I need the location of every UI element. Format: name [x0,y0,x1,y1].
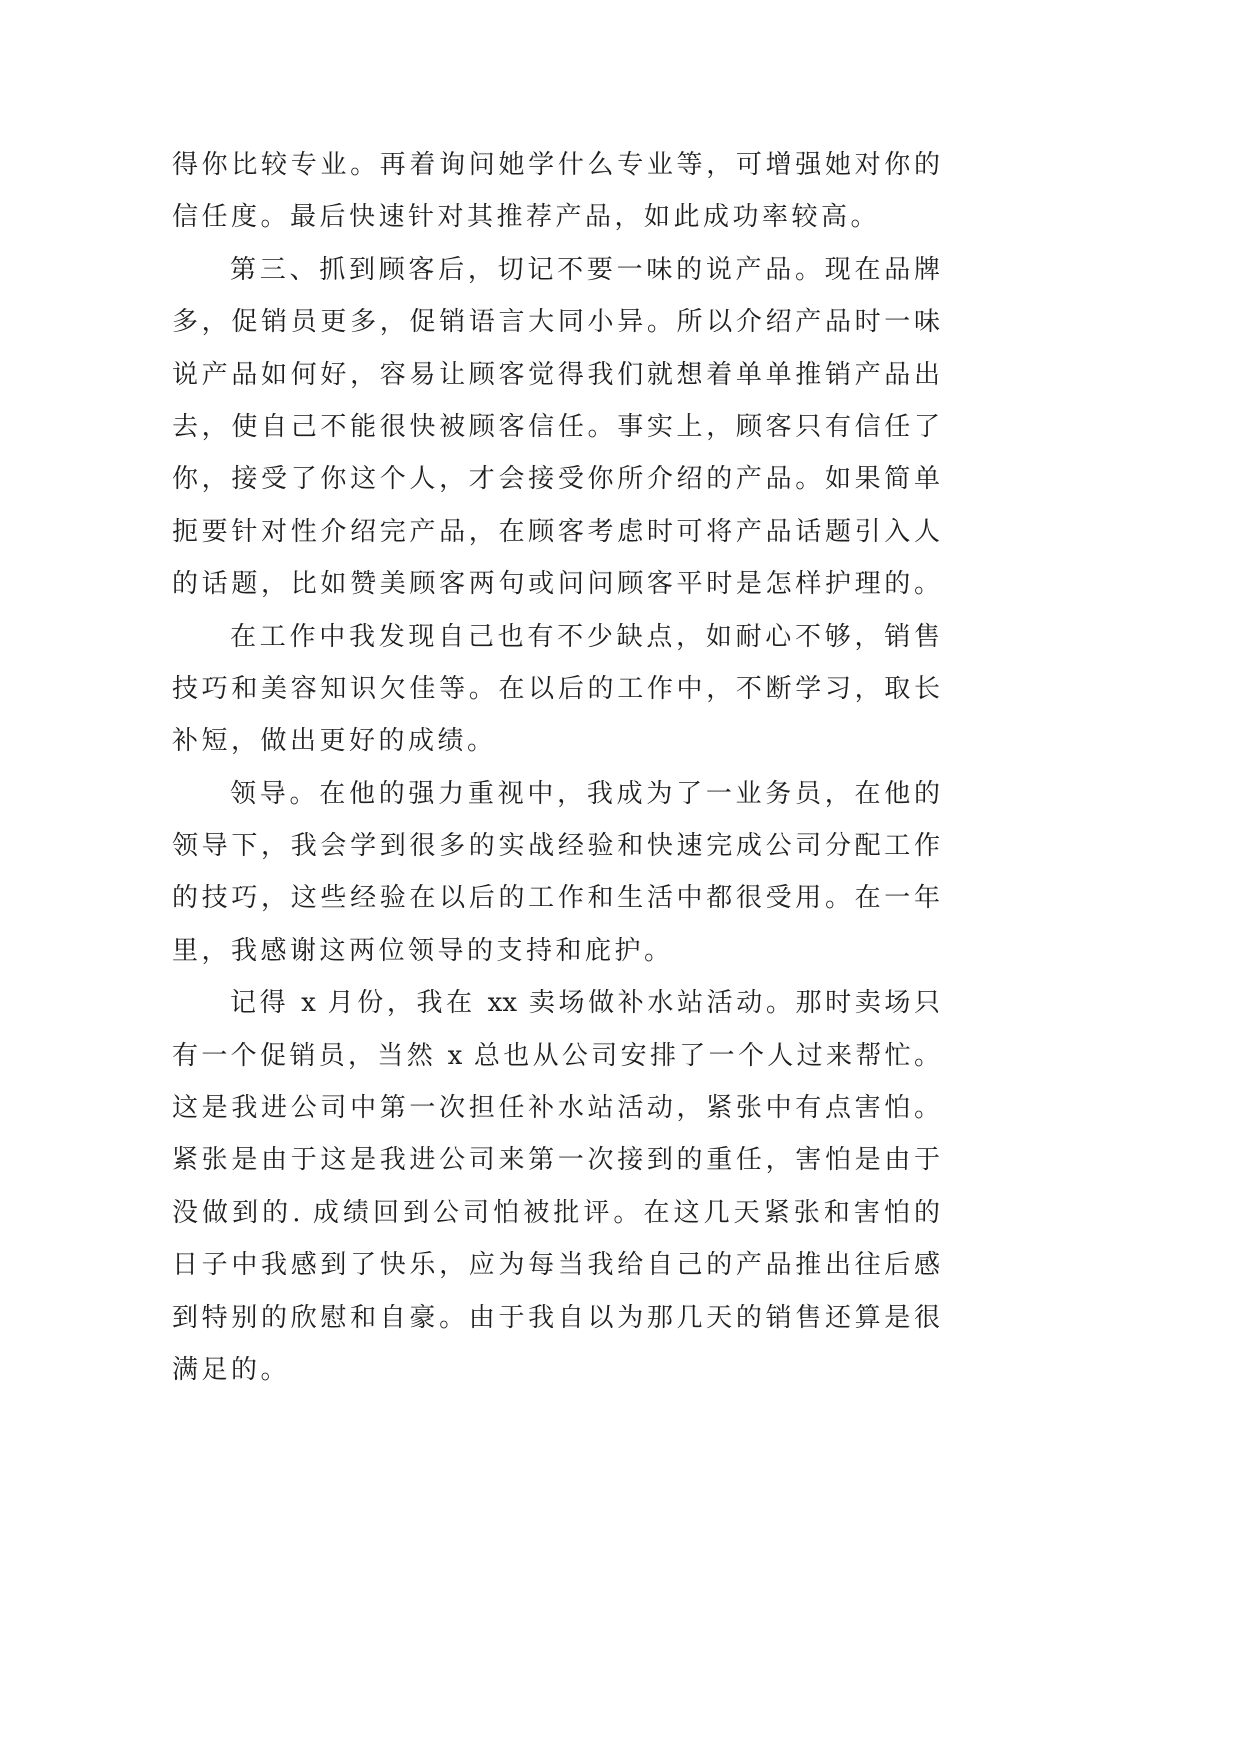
paragraph-3-line-3: 补短，做出更好的成绩。 [172,726,497,757]
document-body [172,139,940,1396]
paragraph-2-line-1: 第三、抓到顾客后，切记不要一味的说产品。现在品牌 [230,254,940,285]
paragraph-4 [172,768,940,978]
paragraph-2-line-5: 你，接受了你这个人，才会接受你所介绍的产品。如果简单 [172,464,940,495]
paragraph-2-line-2: 多，促销员更多，促销语言大同小异。所以介绍产品时一味 [172,307,940,338]
paragraph-3-line-2: 技巧和美容知识欠佳等。在以后的工作中，不断学习，取长 [172,673,940,704]
paragraph-4-line-4: 里，我感谢这两位领导的支持和庇护。 [172,935,674,966]
paragraph-5-line-7: 到特别的欣慰和自豪。由于我自以为那几天的销售还算是很 [172,1302,940,1333]
paragraph-1 [172,139,940,244]
paragraph-4-line-1: 领导。在他的强力重视中，我成为了一业务员，在他的 [230,778,940,809]
paragraph-3 [172,611,940,768]
paragraph-1-line-1: 得你比较专业。再着询问她学什么专业等，可增强她对你的 [172,150,940,180]
paragraph-4-line-2: 领导下，我会学到很多的实战经验和快速完成公司分配工作 [172,831,940,862]
paragraph-5-line-5: 没做到的. 成绩回到公司怕被批评。在这几天紧张和害怕的 [172,1197,940,1228]
paragraph-5-line-3: 这是我进公司中第一次担任补水站活动，紧张中有点害怕。 [172,1093,940,1124]
paragraph-5-line-6: 日子中我感到了快乐，应为每当我给自己的产品推出往后感 [172,1250,940,1281]
paragraph-5-line-2: 有一个促销员，当然 x 总也从公司安排了一个人过来帮忙。 [172,1040,940,1071]
paragraph-1-line-2: 信任度。最后快速针对其推荐产品，如此成功率较高。 [172,202,881,233]
paragraph-3-line-1: 在工作中我发现自己也有不少缺点，如耐心不够，销售 [230,621,940,652]
paragraph-5-line-8: 满足的。 [172,1354,291,1385]
paragraph-5-line-4: 紧张是由于这是我进公司来第一次接到的重任，害怕是由于 [172,1145,940,1176]
paragraph-2-line-7: 的话题，比如赞美顾客两句或问问顾客平时是怎样护理的。 [172,569,940,600]
paragraph-5 [172,977,940,1396]
paragraph-2-line-6: 扼要针对性介绍完产品，在顾客考虑时可将产品话题引入人 [172,516,940,547]
paragraph-2-line-4: 去，使自己不能很快被顾客信任。事实上，顾客只有信任了 [172,411,940,442]
paragraph-5-line-1: 记得 x 月份，我在 xx 卖场做补水站活动。那时卖场只 [230,988,940,1019]
paragraph-4-line-3: 的技巧，这些经验在以后的工作和生活中都很受用。在一年 [172,883,940,914]
paragraph-2-line-3: 说产品如何好，容易让顾客觉得我们就想着单单推销产品出 [172,359,940,390]
paragraph-2 [172,244,940,611]
